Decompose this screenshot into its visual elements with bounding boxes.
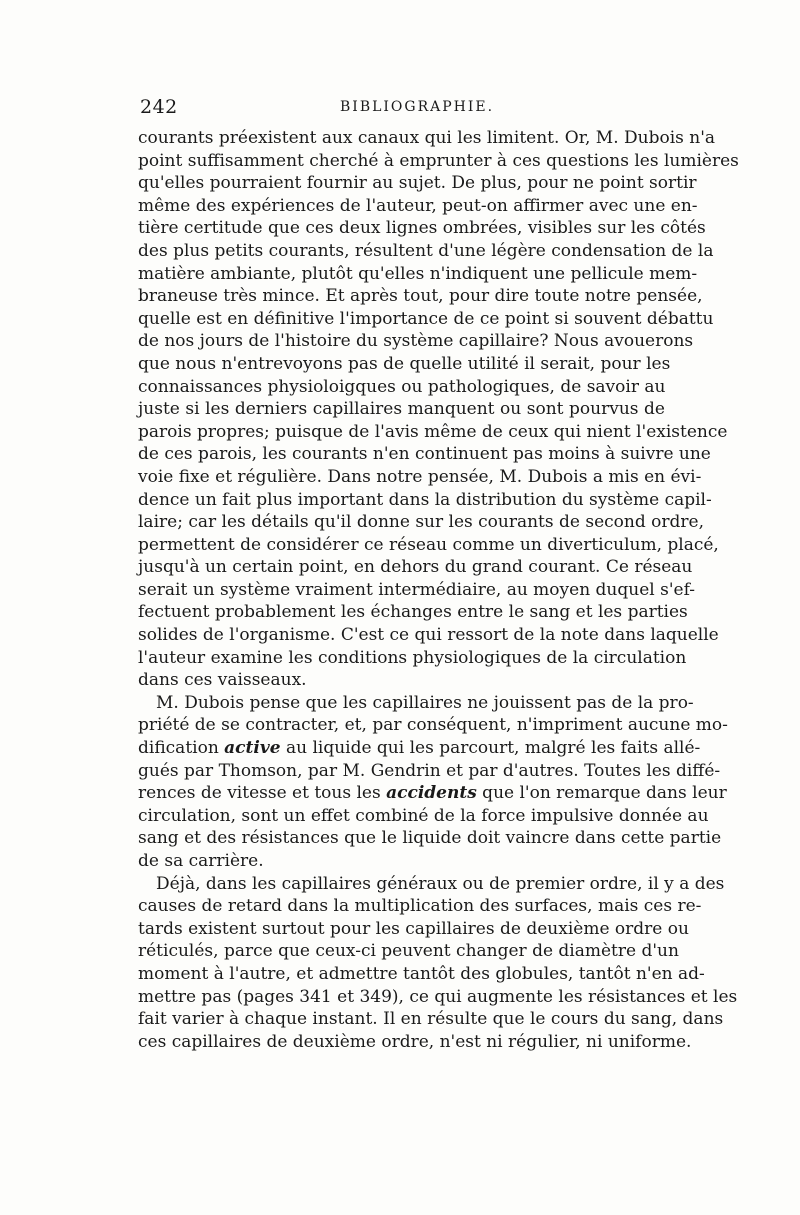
text-line: que nous n'entrevoyons pas de quelle utilité il serait, pour les bbox=[138, 353, 671, 374]
text-line: braneuse très mince. Et après tout, pour dire toute notre pensée, bbox=[138, 286, 703, 307]
text-run: que l'on remarque dans leur bbox=[476, 783, 727, 804]
text-line bbox=[138, 737, 701, 760]
text-line: serait un système vraiment intermédiaire, au moyen duquel s'ef- bbox=[138, 579, 695, 600]
text-line bbox=[138, 782, 727, 805]
text-line: gués par Thomson, par M. Gendrin et par d'autres. Toutes les diffé- bbox=[138, 760, 721, 781]
italic-term: active bbox=[224, 738, 281, 759]
paragraph-3 bbox=[138, 873, 738, 1054]
text-line: M. Dubois pense que les capillaires ne jouissent pas de la pro- bbox=[156, 692, 694, 713]
text-line: ces capillaires de deuxième ordre, n'est ni régulier, ni uniforme. bbox=[138, 1031, 692, 1052]
text-line: moment à l'autre, et admettre tantôt des globules, tantôt n'en ad- bbox=[138, 963, 705, 984]
text-line: jusqu'à un certain point, en dehors du grand courant. Ce réseau bbox=[138, 557, 693, 578]
text-line: circulation, sont un effet combiné de la force impulsive donnée au bbox=[138, 805, 709, 826]
text-line: de nos jours de l'histoire du système capillaire? Nous avouerons bbox=[138, 331, 694, 352]
text-line: courants préexistent aux canaux qui les limitent. Or, M. Dubois n'a bbox=[138, 128, 716, 148]
italic-term: accidents bbox=[386, 783, 477, 804]
text-line: quelle est en définitive l'importance de ce point si souvent débattu bbox=[138, 308, 714, 329]
text-line: parois propres; puisque de l'avis même de ceux qui nient l'existence bbox=[138, 421, 728, 442]
text-line: causes de retard dans la multiplication des surfaces, mais ces re- bbox=[138, 896, 702, 917]
text-line: mettre pas (pages 341 et 349), ce qui augmente les résistances et les bbox=[138, 986, 738, 1007]
text-line: connaissances physioloigques ou pathologiques, de savoir au bbox=[138, 376, 666, 397]
text-line: voie fixe et régulière. Dans notre pensée, M. Dubois a mis en évi- bbox=[138, 466, 702, 487]
text-line: sang et des résistances que le liquide doit vaincre dans cette partie bbox=[138, 828, 722, 849]
text-line: de ces parois, les courants n'en continuent pas moins à suivre une bbox=[138, 444, 711, 465]
text-line: l'auteur examine les conditions physiologiques de la circulation bbox=[138, 647, 687, 668]
text-line: matière ambiante, plutôt qu'elles n'indiquent une pellicule mem- bbox=[138, 263, 698, 284]
text-line: de sa carrière. bbox=[138, 851, 264, 871]
text-line: juste si les derniers capillaires manquent ou sont pourvus de bbox=[138, 399, 665, 420]
text-run: dification bbox=[138, 738, 225, 759]
text-line: tière certitude que ces deux lignes ombrées, visibles sur les côtés bbox=[138, 218, 706, 239]
text-line: solides de l'organisme. C'est ce qui ressort de la note dans laquelle bbox=[138, 625, 719, 646]
text-line: fectuent probablement les échanges entre le sang et les parties bbox=[138, 602, 688, 623]
page-number: 242 bbox=[140, 96, 178, 118]
body-text bbox=[138, 127, 739, 1053]
text-run: rences de vitesse et tous les bbox=[138, 783, 387, 804]
text-line: des plus petits courants, résultent d'une légère condensation de la bbox=[138, 240, 714, 261]
text-line: point suffisamment cherché à emprunter à ces questions les lumières bbox=[138, 150, 739, 171]
running-head bbox=[140, 96, 665, 126]
text-line: même des expériences de l'auteur, peut-on affirmer avec une en- bbox=[138, 195, 698, 216]
text-run: au liquide qui les parcourt, malgré les faits allé- bbox=[280, 738, 701, 759]
text-line: réticulés, parce que ceux-ci peuvent changer de diamètre d'un bbox=[138, 941, 679, 962]
running-title: BIBLIOGRAPHIE. bbox=[340, 99, 495, 115]
text-line: dence un fait plus important dans la distribution du système capil- bbox=[138, 489, 712, 510]
paragraph-1 bbox=[138, 127, 739, 692]
text-line: qu'elles pourraient fournir au sujet. De plus, pour ne point sortir bbox=[138, 173, 697, 194]
text-line: permettent de considérer ce réseau comme un diverticulum, placé, bbox=[138, 534, 719, 555]
text-line: priété de se contracter, et, par conséquent, n'impriment aucune mo- bbox=[138, 715, 728, 736]
text-line: laire; car les détails qu'il donne sur les courants de second ordre, bbox=[138, 512, 704, 533]
paragraph-2 bbox=[138, 692, 728, 873]
text-line: tards existent surtout pour les capillaires de deuxième ordre ou bbox=[138, 918, 689, 939]
text-line: Déjà, dans les capillaires généraux ou de premier ordre, il y a des bbox=[156, 873, 725, 894]
text-line: dans ces vaisseaux. bbox=[138, 670, 307, 691]
text-line: fait varier à chaque instant. Il en résulte que le cours du sang, dans bbox=[138, 1009, 724, 1030]
